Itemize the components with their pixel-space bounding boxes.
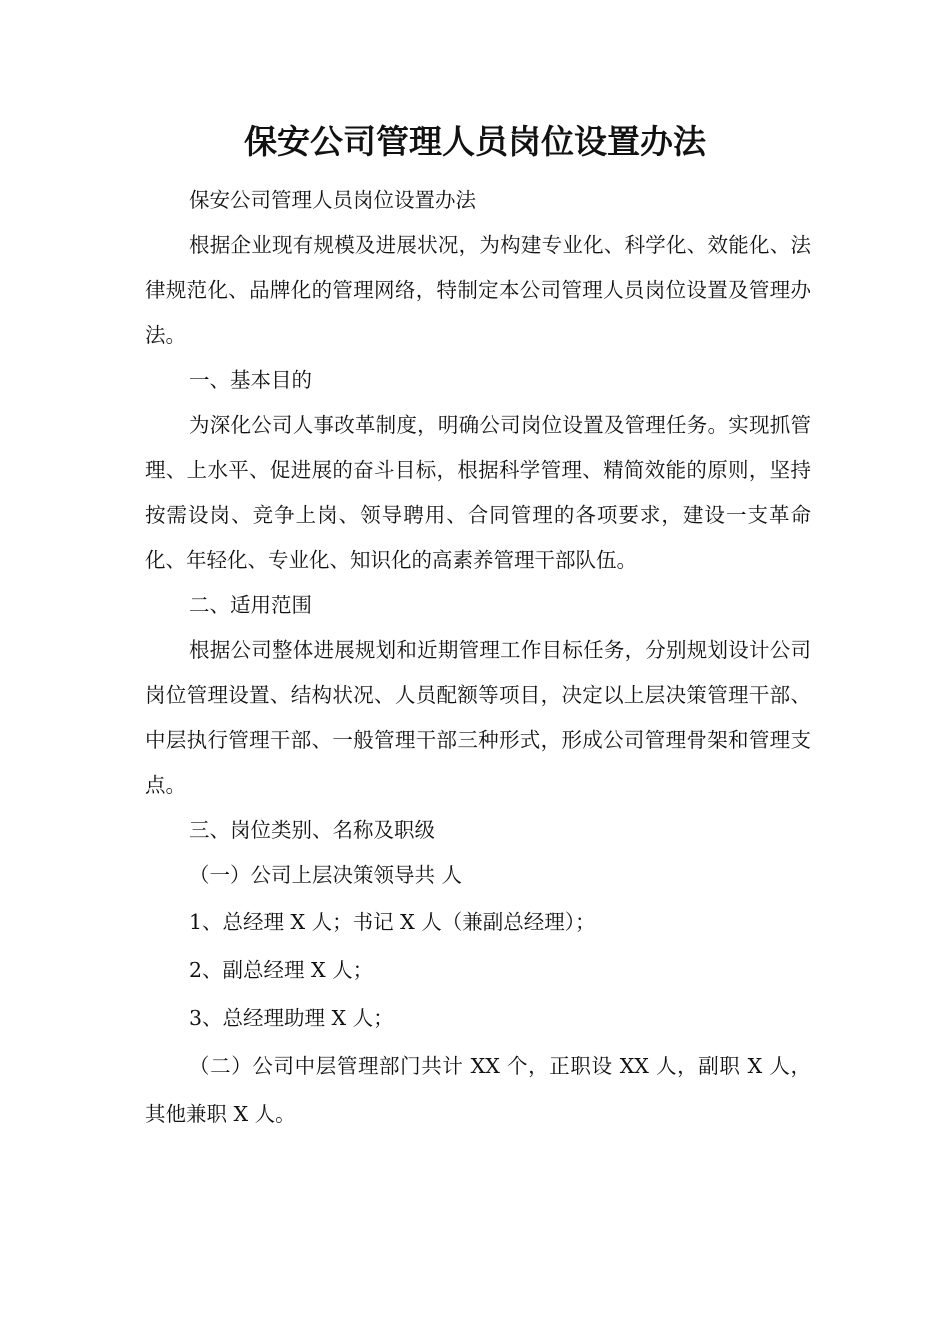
section-heading-scope: 二、适用范围 [189, 593, 312, 617]
section-heading-purpose: 一、基本目的 [189, 368, 312, 392]
purpose-paragraph: 为深化公司人事改革制度，明确公司岗位设置及管理任务。实现抓管理、上水平、促进展的奋斗目标，根据科学管理、精简效能的原则，坚持按需设岗、竞争上岗、领导聘用、合同管理的各项要求，建设一支革命化、年轻化、专业化、知识化的高素养管理干部队伍。 [145, 413, 811, 572]
intro-paragraph: 根据企业现有规模及进展状况，为构建专业化、科学化、效能化、法律规范化、品牌化的管理网络，特制定本公司管理人员岗位设置及管理办法。 [145, 233, 811, 347]
scope-paragraph: 根据公司整体进展规划和近期管理工作目标任务，分别规划设计公司岗位管理设置、结构状况、人员配额等项目，决定以上层决策管理干部、中层执行管理干部、一般管理干部三种形式，形成公司管理骨架和管理支点。 [145, 638, 811, 797]
list-item-assistant-manager: 3、总经理助理 X 人； [189, 1006, 394, 1030]
subsection-middle-management: （二）公司中层管理部门共计 XX 个，正职设 XX 人，副职 X 人，其他兼职 X 人。 [145, 1054, 811, 1126]
subsection-heading-leadership: （一）公司上层决策领导共 人 [189, 863, 463, 887]
document-title: 保安公司管理人员岗位设置办法 [244, 122, 706, 161]
section-heading-positions: 三、岗位类别、名称及职级 [189, 818, 435, 842]
list-item-general-manager: 1、总经理 X 人；书记 X 人（兼副总经理）； [189, 910, 596, 934]
subtitle-paragraph: 保安公司管理人员岗位设置办法 [189, 188, 476, 212]
document-body [145, 178, 811, 1138]
list-item-deputy-manager: 2、副总经理 X 人； [189, 958, 374, 982]
